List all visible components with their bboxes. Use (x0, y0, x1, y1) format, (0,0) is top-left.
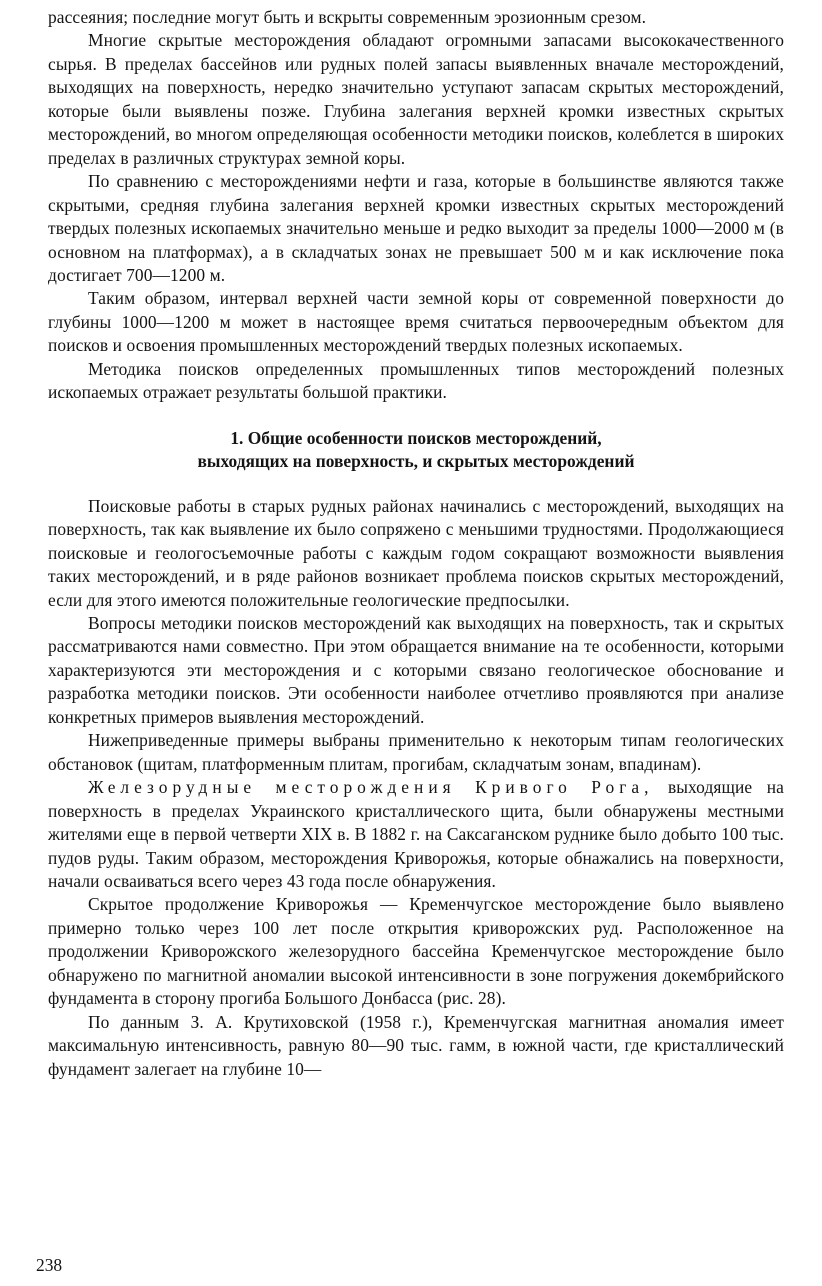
paragraph: Скрытое продолжение Криворожья — Кременчугское месторождение было выявлено примерно только через 100 лет после открытия криворожских руд. Расположенное на продолжении Криворожского железорудного бассейна Кременчугское месторождение было обнаружено по магнитной аномалии высокой интенсивности в зоне погружения докембрийского фундамента в сторону прогиба Большого Донбасса (рис. 28). (48, 894, 784, 1009)
page-body (48, 6, 784, 1081)
paragraph: По данным З. А. Крутиховской (1958 г.), Кременчугская магнитная аномалия имеет максимальную интенсивность, равную 80—90 тыс. гамм, в южной части, где кристаллический фундамент залегает на глубине 10— (48, 1011, 784, 1079)
paragraph-text: выходящие на поверхность в пределах Украинского кристаллического щита, были обнаружены местными жителями еще в первой четверти XIX в. В 1882 г. на Саксаганском руднике было добыто 100 тыс. пудов руды. Таким образом, месторождения Криворожья, которые обнажались на поверхности, начали осваиваться всего через 43 года после обнаружения. (48, 777, 784, 891)
paragraph: Поисковые работы в старых рудных районах начинались с месторождений, выходящих на поверхность, так как выявление их было сопряжено с меньшими трудностями. Продолжающиеся поисковые и геологосъемочные работы с каждым годом сокращают возможности выявления таких месторождений, и в ряде районов возникает проблема поисков скрытых месторождений, если для этого имеются положительные геологические предпосылки. (48, 495, 784, 610)
paragraph: По сравнению с месторождениями нефти и газа, которые в большинстве являются также скрытыми, средняя глубина залегания верхней кромки известных скрытых месторождений твердых полезных ископаемых значительно меньше и редко выходит за пределы 1000—2000 м (в основном на платформах), а в складчатых зонах не превышает 500 м и как исключение пока достигает 700—1200 м. (48, 171, 784, 285)
paragraph: Таким образом, интервал верхней части земной коры от современной поверхности до глубины 1000—1200 м может в настоящее время считаться первоочередным объектом для поисков и освоения промышленных месторождений твердых полезных ископаемых. (48, 288, 784, 356)
paragraph: рассеяния; последние могут быть и вскрыты современным эрозионным срезом. (48, 7, 647, 27)
paragraph: Нижеприведенные примеры выбраны применительно к некоторым типам геологических обстановок (щитам, платформенным плитам, прогибам, складчатым зонам, впадинам). (48, 730, 784, 774)
spaced-lead: Железорудные месторождения Кривого Рога, (88, 777, 654, 798)
paragraph (48, 776, 784, 893)
section-heading-line: 1. Общие особенности поисков месторождений, (230, 427, 602, 448)
paragraph: Методика поисков определенных промышленных типов месторождений полезных ископаемых отражает результаты большой практики. (48, 358, 784, 403)
page-number: 238 (36, 1255, 63, 1275)
paragraph: Вопросы методики поисков месторождений как выходящих на поверхность, так и скрытых рассматриваются нами совместно. При этом обращается внимание на те особенности, которыми характеризуются эти месторождения и с которыми связано геологическое обоснование и разработка методики поисков. Эти особенности наиболее отчетливо проявляются при анализе конкретных примеров выявления месторождений. (48, 612, 784, 727)
paragraph: Многие скрытые месторождения обладают огромными запасами высококачественного сырья. В пределах бассейнов или рудных полей запасы выявленных вначале месторождений, выходящих на поверхность, нередко значительно уступают запасам скрытых месторождений, которые были выявлены позже. Глубина залегания верхней кромки известных скрытых месторождений, во многом определяющая особенности методики поисков, колеблется в широких пределах в различных структурах земной коры. (48, 30, 784, 168)
section-heading-line: выходящих на поверхность, и скрытых месторождений (197, 450, 635, 471)
section-heading (48, 427, 784, 473)
